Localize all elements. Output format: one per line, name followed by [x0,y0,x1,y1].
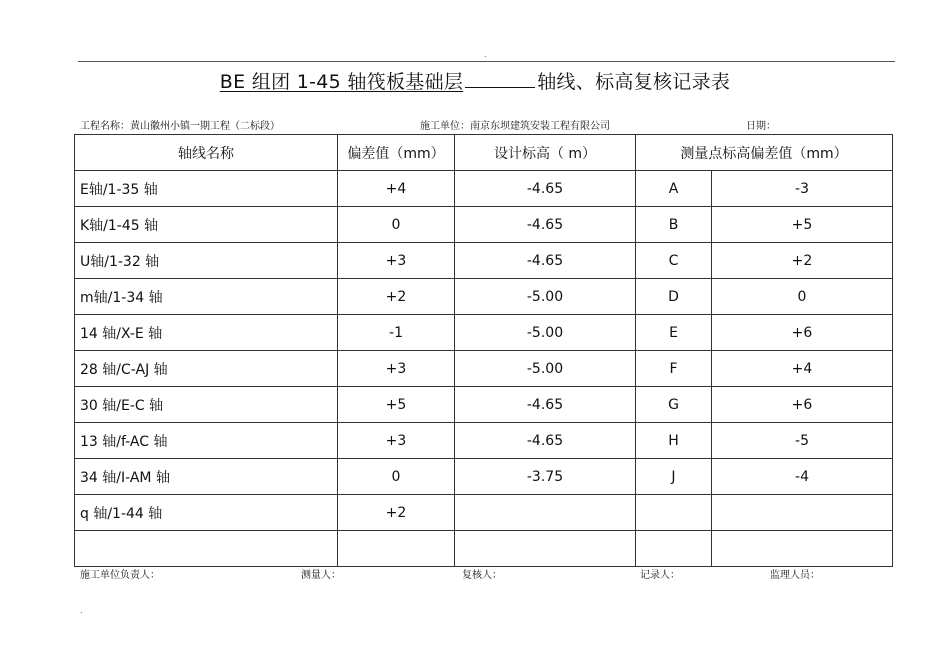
title-suffix: 轴线、标高复核记录表 [537,71,731,93]
cell-point: E [636,315,712,351]
cell-elevation [455,531,636,567]
cell-elevation: -5.00 [455,279,636,315]
recorder-label: 记录人： [640,570,680,581]
cell-deviation: +5 [338,387,455,423]
dot-mark: . [80,606,83,615]
cell-point: B [636,207,712,243]
table-row [75,495,893,531]
cell-elevation: -4.65 [455,387,636,423]
table-row [75,387,893,423]
cell-point-dev [712,495,893,531]
date-label: 日期： [746,121,776,132]
cell-point: F [636,351,712,387]
header-deviation: 偏差值（mm） [338,135,455,171]
cell-deviation: -1 [338,315,455,351]
cell-axis: 28 轴/C-AJ 轴 [75,351,338,387]
cell-axis: 30 轴/E-C 轴 [75,387,338,423]
cell-elevation: -5.00 [455,351,636,387]
cell-point-dev: +5 [712,207,893,243]
cell-axis [75,531,338,567]
cell-point: J [636,459,712,495]
cell-elevation: -3.75 [455,459,636,495]
cell-axis: U轴/1-32 轴 [75,243,338,279]
cell-deviation: +3 [338,423,455,459]
table-row [75,243,893,279]
cell-elevation: -4.65 [455,243,636,279]
cell-point-dev [712,531,893,567]
responsible-label: 施工单位负责人： [80,570,160,581]
meta-row [80,117,892,131]
cell-point-dev: +6 [712,315,893,351]
cell-elevation: -4.65 [455,171,636,207]
table-row [75,171,893,207]
cell-point: G [636,387,712,423]
header-point-deviation: 测量点标高偏差值（mm） [636,135,893,171]
cell-point [636,495,712,531]
cell-point-dev: +6 [712,387,893,423]
cell-elevation [455,495,636,531]
cell-axis: E轴/1-35 轴 [75,171,338,207]
cell-point-dev: 0 [712,279,893,315]
page-title [0,67,950,94]
cell-deviation: +4 [338,171,455,207]
cell-point-dev: -3 [712,171,893,207]
title-blank [465,72,535,88]
surveyor-label: 测量人： [301,570,341,581]
supervisor-label: 监理人员： [770,570,820,581]
cell-point [636,531,712,567]
cell-deviation: +3 [338,351,455,387]
table-row [75,351,893,387]
table-body [75,171,893,567]
cell-point-dev: -4 [712,459,893,495]
record-table [74,134,893,567]
table-header-row [75,135,893,171]
cell-axis: m轴/1-34 轴 [75,279,338,315]
table-row [75,531,893,567]
top-rule [78,61,895,62]
cell-elevation: -4.65 [455,207,636,243]
cell-elevation: -4.65 [455,423,636,459]
cell-point-dev: +4 [712,351,893,387]
cell-point: A [636,171,712,207]
cell-axis: q 轴/1-44 轴 [75,495,338,531]
cell-axis: 14 轴/X-E 轴 [75,315,338,351]
cell-deviation: +3 [338,243,455,279]
cell-point: D [636,279,712,315]
project-name: 工程名称：黄山徽州小镇一期工程（二标段） [80,121,280,132]
cell-point: C [636,243,712,279]
cell-point-dev: +2 [712,243,893,279]
cell-axis: 13 轴/f-AC 轴 [75,423,338,459]
cell-deviation: +2 [338,279,455,315]
cell-deviation [338,531,455,567]
table-row [75,279,893,315]
dot-mark: . [484,50,487,59]
cell-point-dev: -5 [712,423,893,459]
cell-deviation: 0 [338,207,455,243]
cell-elevation: -5.00 [455,315,636,351]
cell-axis: 34 轴/I-AM 轴 [75,459,338,495]
cell-deviation: 0 [338,459,455,495]
title-prefix: BE 组团 1-45 轴筏板基础层 [219,71,464,93]
cell-axis: K轴/1-45 轴 [75,207,338,243]
cell-point: H [636,423,712,459]
contractor-name: 施工单位：南京东坝建筑安装工程有限公司 [420,121,610,132]
table-row [75,423,893,459]
footer-row [80,566,892,580]
table-row [75,207,893,243]
header-axis: 轴线名称 [75,135,338,171]
cell-deviation: +2 [338,495,455,531]
table-row [75,459,893,495]
checker-label: 复核人： [462,570,502,581]
table-row [75,315,893,351]
header-elevation: 设计标高（ m） [455,135,636,171]
